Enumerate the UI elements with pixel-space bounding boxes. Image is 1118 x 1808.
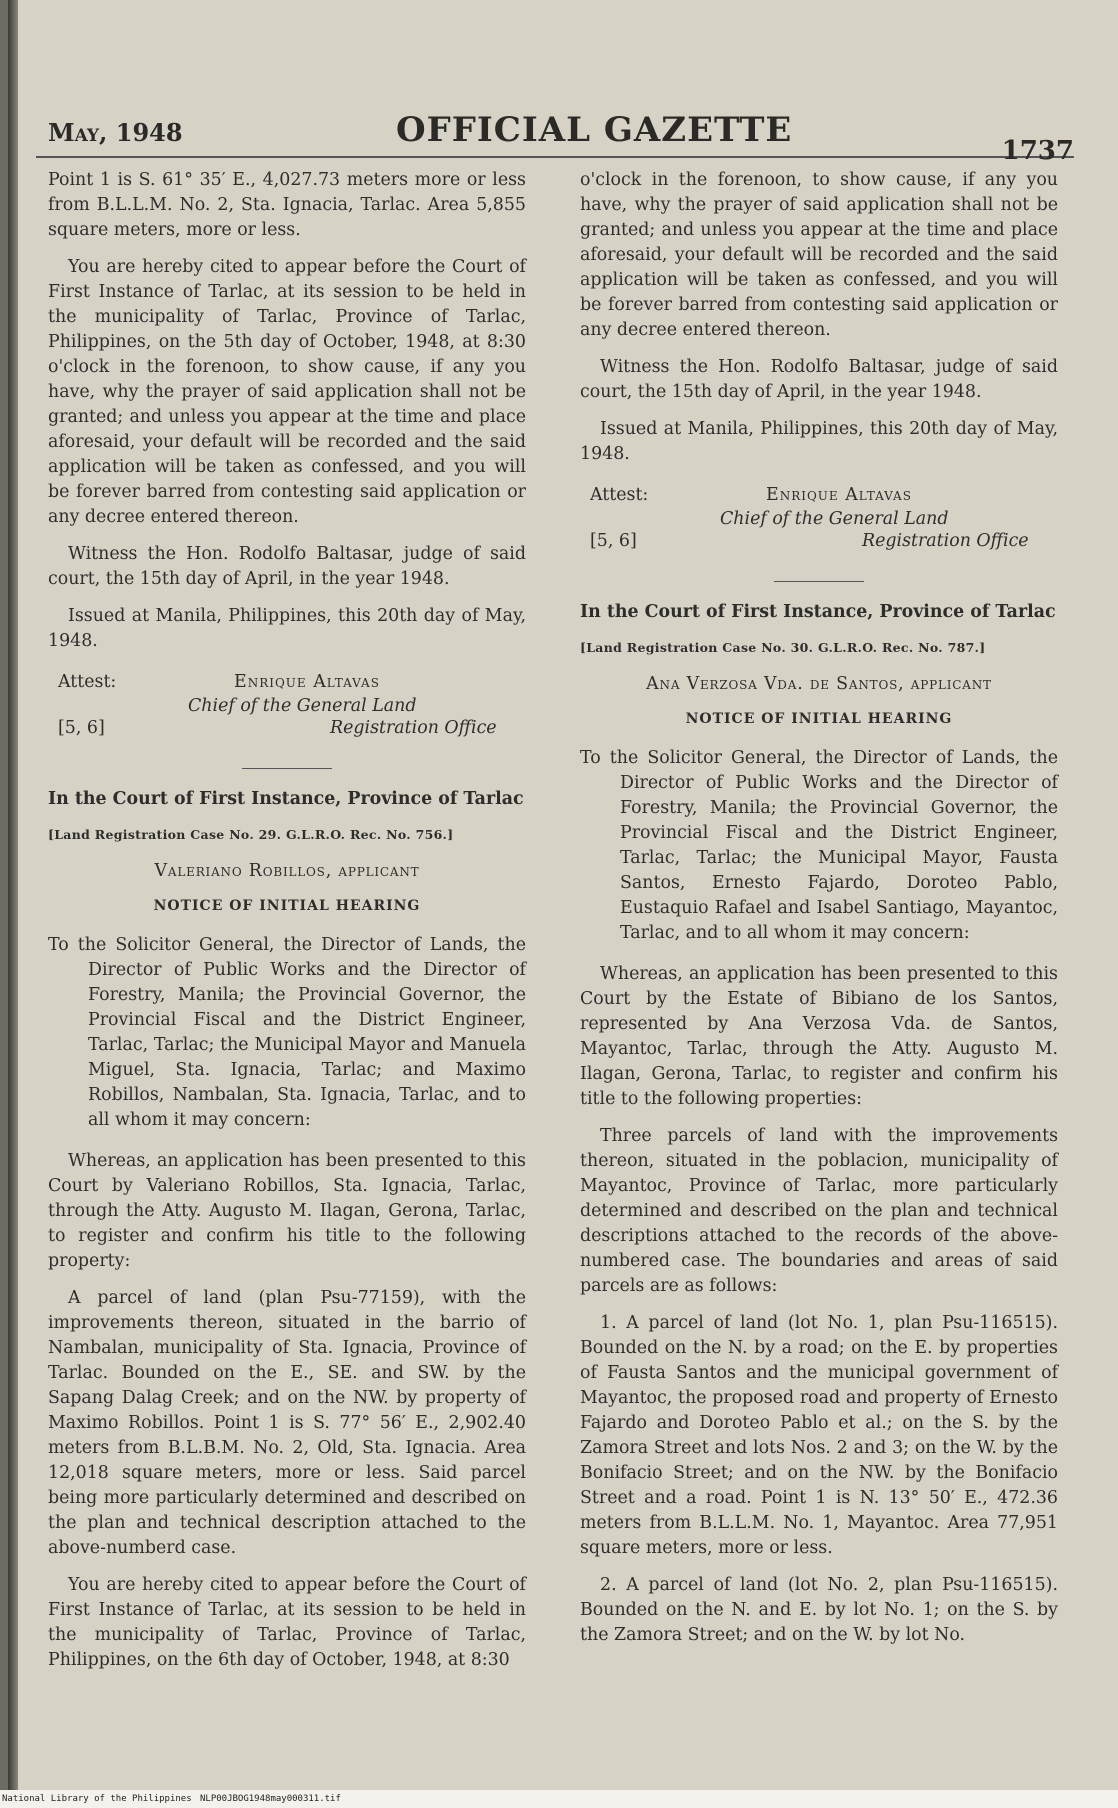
right-column [580,168,1058,1660]
notice-heading: NOTICE OF INITIAL HEARING [685,711,953,727]
case-reference: [Land Registration Case No. 29. G.L.R.O. Rec. No. 756.] [48,827,454,842]
attestation [48,670,526,754]
gazette-page [8,0,1118,1790]
paragraph: Issued at Manila, Philippines, this 20th day of May, 1948. [48,606,526,651]
paragraph: Point 1 is S. 61° 35′ E., 4,027.73 meters more or less from B.L.L.M. No. 2, Sta. Ignacia, Tarlac. Area 5,855 square meters, more or less. [48,170,526,240]
case-reference: [Land Registration Case No. 30. G.L.R.O. Rec. No. 787.] [580,640,986,655]
attest-title-line2: Registration Office [330,718,497,738]
paragraph: 1. A parcel of land (lot No. 1, plan Psu-116515). Bounded on the N. by a road; on the E. by properties of Fausta Santos and the municipal government of Mayantoc, the proposed road and property of Ernesto Fajardo and Doroteo Pablo et al.; on the S. by the Zamora Street and lots Nos. 2 and 3; on the W. by the Bonifacio Street; and on the NW. by the Bonifacio Street and a road. Point 1 is N. 13° 50′ E., 472.36 meters from B.L.L.M. No. 1, Mayantoc. Area 77,951 square meters, more or less. [580,1313,1058,1558]
attestation [580,483,1058,567]
applicant-name: Ana Verzosa Vda. de Santos, applicant [646,674,992,694]
attest-label: Attest: [58,672,117,692]
section-divider [774,581,864,582]
page-header [36,108,1074,166]
section-divider [242,768,332,769]
attest-name: Enrique Altavas [234,672,380,692]
paragraph: Three parcels of land with the improvements thereon, situated in the poblacion, municipality of Mayantoc, Province of Tarlac, more particularly determined and described on the plan and technical descriptions attached to the records of the above-numbered case. The boundaries and areas of said parcels are as follows: [580,1126,1058,1296]
paragraph: o'clock in the forenoon, to show cause, if any you have, why the prayer of said application shall not be granted; and unless you appear at the time and place aforesaid, your default will be recorded and the said application will be taken as confessed, and you will be forever barred from contesting said application or any decree entered thereon. [580,170,1058,340]
addressee-block: To the Solicitor General, the Director of Lands, the Director of Public Works and the Director of Forestry, Manila; the Provincial Governor, the Provincial Fiscal and the District Engineer, Tarlac, Tarlac; the Municipal Mayor and Manuela Miguel, Sta. Ignacia, Tarlac; and Maximo Robillos, Nambalan, Sta. Ignacia, Tarlac, and to all whom it may concern: [48,935,526,1130]
paragraph: A parcel of land (plan Psu-77159), with the improvements thereon, situated in the barrio of Nambalan, municipality of Sta. Ignacia, Province of Tarlac. Bounded on the E., SE. and SW. by the Sapang Dalag Creek; and on the NW. by property of Maximo Robillos. Point 1 is S. 77° 56′ E., 2,902.40 meters from B.L.B.M. No. 2, Old, Sta. Ignacia. Area 12,018 square meters, more or less. Said parcel being more particularly determined and described on the plan and technical description attached to the above-numberd case. [48,1288,526,1558]
scan-filename: NLP00JBOG1948may000311.tif [200,1794,341,1804]
applicant-name: Valeriano Robillos, applicant [154,861,420,881]
paragraph: You are hereby cited to appear before the Court of First Instance of Tarlac, at its session to be held in the municipality of Tarlac, Province of Tarlac, Philippines, on the 6th day of October, 1948, at 8:30 [48,1575,526,1670]
page-number: 1737 [1001,136,1074,166]
header-title: OFFICIAL GAZETTE [396,110,793,150]
paragraph: Witness the Hon. Rodolfo Baltasar, judge of said court, the 15th day of April, in the year 1948. [48,544,526,589]
attest-name: Enrique Altavas [766,485,912,505]
book-spine-shadow [8,0,18,1790]
court-heading: In the Court of First Instance, Province of Tarlac [580,602,1056,622]
court-heading: In the Court of First Instance, Province of Tarlac [48,789,524,809]
attest-title-line2: Registration Office [862,531,1029,551]
left-column [48,168,526,1685]
issue-reference: [5, 6] [590,531,637,551]
paragraph: Witness the Hon. Rodolfo Baltasar, judge of said court, the 15th day of April, in the year 1948. [580,357,1058,402]
library-credit: National Library of the Philippines [2,1794,192,1804]
notice-heading: NOTICE OF INITIAL HEARING [153,898,421,914]
paragraph: Issued at Manila, Philippines, this 20th day of May, 1948. [580,419,1058,464]
attest-title-line1: Chief of the General Land [720,509,949,529]
paragraph: Whereas, an application has been presented to this Court by Valeriano Robillos, Sta. Ignacia, Tarlac, through the Atty. Augusto M. Ilagan, Gerona, Tarlac, to register and confirm his title to the following property: [48,1151,526,1271]
addressee-block: To the Solicitor General, the Director of Lands, the Director of Public Works and the Director of Forestry, Manila; the Provincial Governor, the Provincial Fiscal and the District Engineer, Tarlac, Tarlac; the Municipal Mayor, Fausta Santos, Ernesto Fajardo, Doroteo Pablo, Eustaquio Rafael and Isabel Santiago, Mayantoc, Tarlac, and to all whom it may concern: [580,748,1058,943]
scan-footer [0,1790,1118,1808]
paragraph: You are hereby cited to appear before the Court of First Instance of Tarlac, at its session to be held in the municipality of Tarlac, Province of Tarlac, Philippines, on the 5th day of October, 1948, at 8:30 o'clock in the forenoon, to show cause, if any you have, why the prayer of said application shall not be granted; and unless you appear at the time and place aforesaid, your default will be recorded and the said application will be taken as confessed, and you will be forever barred from contesting said application or any decree entered thereon. [48,257,526,527]
header-month: May, 1948 [48,118,183,147]
attest-label: Attest: [590,485,649,505]
paragraph: 2. A parcel of land (lot No. 2, plan Psu-116515). Bounded on the N. and E. by lot No. 1; on the S. by the Zamora Street; and on the W. by lot No. [580,1575,1058,1645]
issue-reference: [5, 6] [58,718,105,738]
attest-title-line1: Chief of the General Land [188,696,417,716]
paragraph: Whereas, an application has been presented to this Court by the Estate of Bibiano de los Santos, represented by Ana Verzosa Vda. de Santos, Mayantoc, Tarlac, through the Atty. Augusto M. Ilagan, Gerona, Tarlac, to register and confirm his title to the following properties: [580,964,1058,1109]
